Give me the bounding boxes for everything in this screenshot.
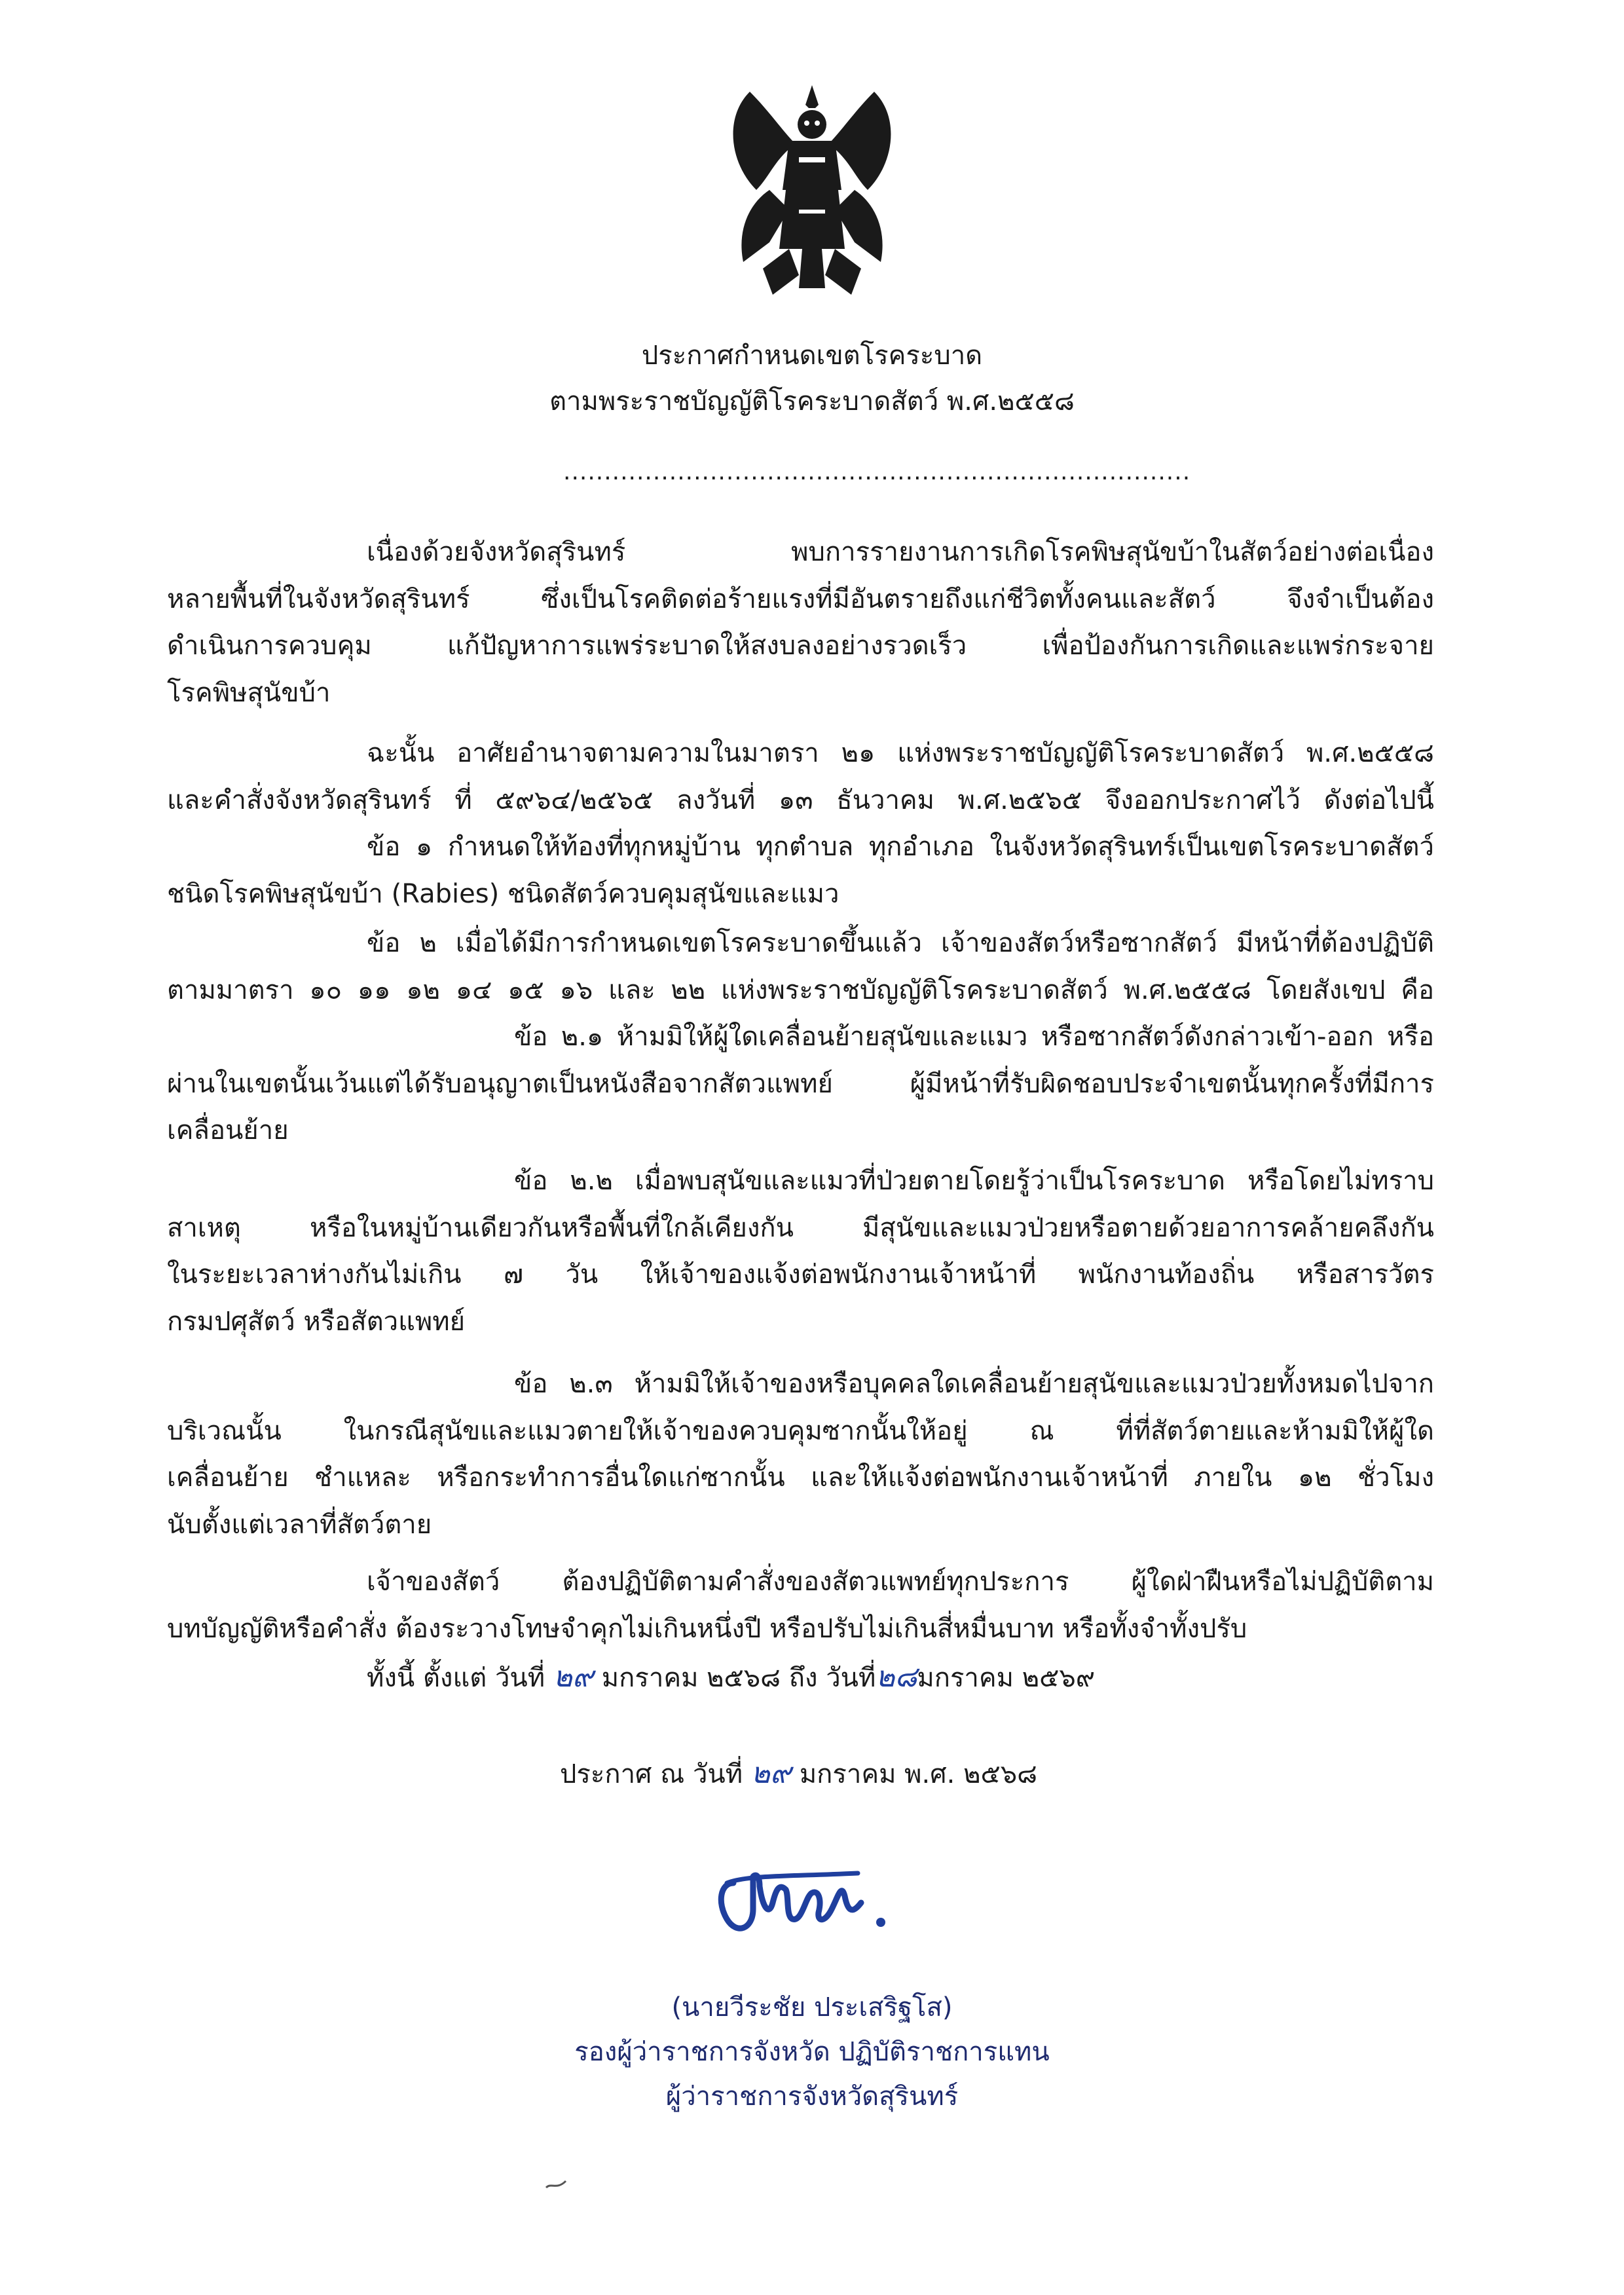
paragraph-intro [167, 529, 1434, 717]
text-line: และคำสั่งจังหวัดสุรินทร์ ที่ ๕๙๖๔/๒๕๖๕ ลงวันที่ ๑๓ ธันวาคม พ.ศ.๒๕๖๕ จึงออกประกาศไว้ ดังต่อไปนี้ [167, 785, 1434, 815]
handwritten-announce-day: ๒๙ [750, 1757, 792, 1790]
signatory-position-1: รองผู้ว่าราชการจังหวัด ปฏิบัติราชการแทน [574, 2037, 1050, 2067]
text-line: ดำเนินการควบคุม แก้ปัญหาการแพร่ระบาดให้สงบลงอย่างรวดเร็ว เพื่อป้องกันการเกิดและแพร่กระจาย [167, 631, 1434, 661]
text-line: ผ่านในเขตนั้นเว้นแต่ได้รับอนุญาตเป็นหนังสือจากสัตวแพทย์ ผู้มีหน้าที่รับผิดชอบประจำเขตนั้นทุกครั้งที่มีการ [167, 1068, 1434, 1099]
clause-2-3 [167, 1361, 1434, 1548]
announce-prefix: ประกาศ ณ วันที่ [560, 1759, 743, 1789]
text-line [560, 1750, 1346, 1797]
garuda-emblem-icon [710, 79, 913, 301]
paragraph-penalty [167, 1559, 1434, 1652]
text-line: ในระยะเวลาห่างกันไม่เกิน ๗ วัน ให้เจ้าของแจ้งต่อพนักงานเจ้าหน้าที่ พนักงานท้องถิ่น หรือสารวัตร [167, 1259, 1434, 1290]
text-line: เจ้าของสัตว์ ต้องปฏิบัติตามคำสั่งของสัตวแพทย์ทุกประการ ผู้ใดฝ่าฝืนหรือไม่ปฏิบัติตาม [367, 1567, 1434, 1597]
text-line: สาเหตุ หรือในหมู่บ้านเดียวกันหรือพื้นที่ใกล้เคียงกัน มีสุนัขและแมวป่วยหรือตายด้วยอาการคล้ายคลึงกัน [167, 1212, 1434, 1243]
title-line-1: ประกาศกำหนดเขตโรคระบาด [641, 341, 983, 371]
handwritten-end-day: ๒๘ [876, 1660, 917, 1694]
signature-mark [707, 1857, 917, 1955]
clause-2-2 [167, 1158, 1434, 1345]
text-line: ฉะนั้น อาศัยอำนาจตามความในมาตรา ๒๑ แห่งพระราชบัญญัติโรคระบาดสัตว์ พ.ศ.๒๕๕๘ [367, 738, 1434, 768]
clause-1 [167, 824, 1434, 918]
text-line: นับตั้งแต่เวลาที่สัตว์ตาย [167, 1509, 432, 1540]
text-line: เคลื่อนย้าย [167, 1115, 289, 1146]
title-separator: ............................................................................. [563, 458, 1191, 485]
text-line: ชนิดโรคพิษสุนัขบ้า (Rabies) ชนิดสัตว์ควบคุมสุนัขและแมว [167, 878, 840, 909]
period-prefix: ทั้งนี้ ตั้งแต่ วันที่ [367, 1663, 545, 1693]
text-line: บทบัญญัติหรือคำสั่ง ต้องระวางโทษจำคุกไม่เกินหนึ่งปี หรือปรับไม่เกินสี่หมื่นบาท หรือทั้งจำทั้งปรับ [167, 1613, 1247, 1644]
clause-2 [167, 920, 1434, 1014]
signatory-name: (นายวีระชัย ประเสริฐโส) [671, 1992, 953, 2023]
text-line: ข้อ ๒ เมื่อได้มีการกำหนดเขตโรคระบาดขึ้นแล้ว เจ้าของสัตว์หรือซากสัตว์ มีหน้าที่ต้องปฏิบัติ [367, 928, 1434, 958]
effective-period [167, 1654, 1434, 1701]
stray-pen-mark [544, 2174, 570, 2194]
text-line: ข้อ ๒.๒ เมื่อพบสุนัขและแมวที่ป่วยตายโดยรู้ว่าเป็นโรคระบาด หรือโดยไม่ทราบ [514, 1166, 1434, 1196]
text-line: เคลื่อนย้าย ชำแหละ หรือกระทำการอื่นใดแก่ซากนั้น และให้แจ้งต่อพนักงานเจ้าหน้าที่ ภายใน ๑๒ ชั่วโมง [167, 1463, 1434, 1493]
paragraph-authority [167, 730, 1434, 824]
clause-2-1 [167, 1014, 1434, 1155]
text-line: บริเวณนั้น ในกรณีสุนัขและแมวตายให้เจ้าของควบคุมซากนั้นให้อยู่ ณ ที่ที่สัตว์ตายและห้ามมิให้ผู้ใด [167, 1415, 1434, 1446]
text-line: ข้อ ๒.๑ ห้ามมิให้ผู้ใดเคลื่อนย้ายสุนัขและแมว หรือซากสัตว์ดังกล่าวเข้า-ออก หรือ [514, 1022, 1434, 1052]
period-start-rest: มกราคม ๒๕๖๘ ถึง วันที่ [601, 1663, 876, 1693]
text-line: เนื่องด้วยจังหวัดสุรินทร์ พบการรายงานการเกิดโรคพิษสุนัขบ้าในสัตว์อย่างต่อเนื่อง [367, 537, 1434, 567]
announce-rest: มกราคม พ.ศ. ๒๕๖๘ [799, 1759, 1037, 1789]
signatory-position-2: ผู้ว่าราชการจังหวัดสุรินทร์ [665, 2081, 959, 2112]
announce-date [560, 1750, 1346, 1797]
handwritten-start-day: ๒๙ [553, 1660, 594, 1694]
title-line-2: ตามพระราชบัญญัติโรคระบาดสัตว์ พ.ศ.๒๕๕๘ [549, 386, 1075, 417]
text-line: หลายพื้นที่ในจังหวัดสุรินทร์ ซึ่งเป็นโรคติดต่อร้ายแรงที่มีอันตรายถึงแก่ชีวิตทั้งคนและสัตว์ จึงจำเป็นต้อง [167, 584, 1434, 614]
text-line: ข้อ ๑ กำหนดให้ท้องที่ทุกหมู่บ้าน ทุกตำบล ทุกอำเภอ ในจังหวัดสุรินทร์เป็นเขตโรคระบาดสัตว์ [367, 832, 1434, 862]
text-line: โรคพิษสุนัขบ้า [167, 677, 331, 708]
text-line: ตามมาตรา ๑๐ ๑๑ ๑๒ ๑๔ ๑๕ ๑๖ และ ๒๒ แห่งพระราชบัญญัติโรคระบาดสัตว์ พ.ศ.๒๕๕๘ โดยสังเขป คือ [167, 975, 1434, 1005]
text-line: ข้อ ๒.๓ ห้ามมิให้เจ้าของหรือบุคคลใดเคลื่อนย้ายสุนัขและแมวป่วยทั้งหมดไปจาก [514, 1369, 1434, 1399]
text-line: กรมปศุสัตว์ หรือสัตวแพทย์ [167, 1306, 466, 1337]
period-end-rest: มกราคม ๒๕๖๙ [917, 1663, 1096, 1693]
text-line [167, 1654, 1434, 1701]
